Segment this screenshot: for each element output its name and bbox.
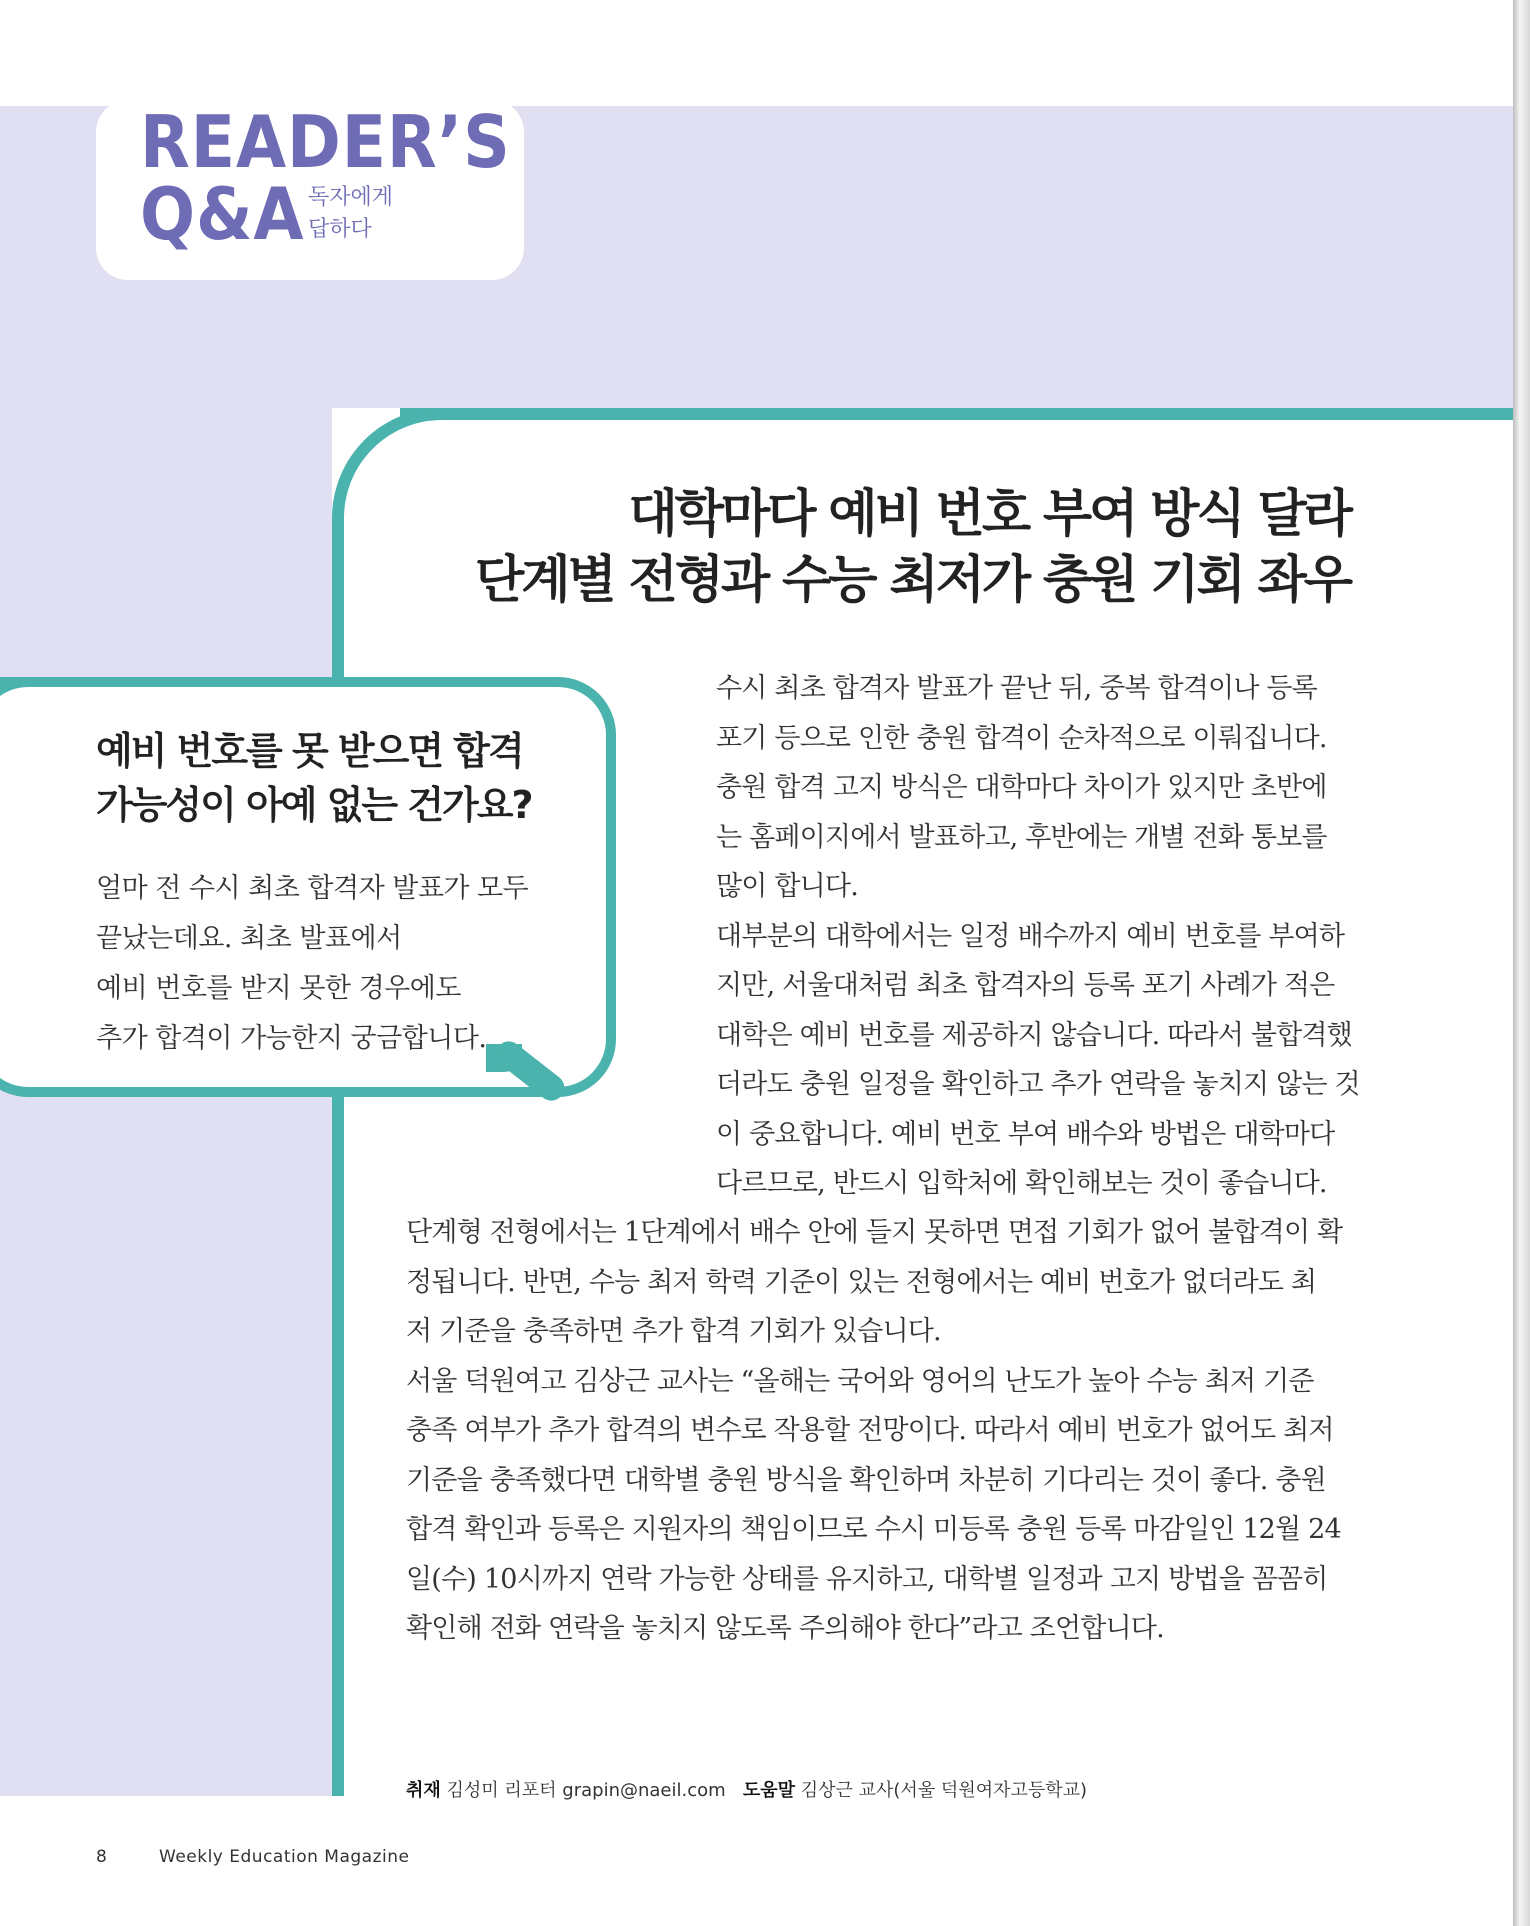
answer-line: 더라도 충원 일정을 확인하고 추가 연락을 놓치지 않는 것 [716, 1069, 1360, 1100]
question-line: 끝났는데요. 최초 발표에서 [96, 923, 402, 954]
brand-subtitle-line1: 독자에게 [308, 185, 394, 210]
page-number: 8 [96, 1847, 107, 1867]
answer-line: 포기 등으로 인한 충원 합격이 순차적으로 이뤄집니다. [716, 722, 1327, 754]
article-credits [406, 1776, 1087, 1802]
body-line: 합격 확인과 등록은 지원자의 책임이므로 수시 미등록 충원 등록 마감일인 12월 24 [406, 1514, 1341, 1545]
answer-line: 는 홈페이지에서 발표하고, 후반에는 개별 전화 통보를 [716, 821, 1327, 853]
question-title-line1: 예비 번호를 못 받으면 합격 [96, 729, 523, 773]
answer-line: 대학은 예비 번호를 제공하지 않습니다. 따라서 불합격했 [716, 1019, 1352, 1051]
body-line: 단계형 전형에서는 1단계에서 배수 안에 들지 못하면 면접 기회가 없어 불합격이 확 [406, 1217, 1343, 1248]
left-panel [0, 408, 332, 1796]
question-line: 예비 번호를 받지 못한 경우에도 [96, 973, 461, 1004]
helper-label: 도움말 [742, 1780, 796, 1801]
question-line: 추가 합격이 가능한지 궁금합니다. [96, 1023, 487, 1054]
body-line: 충족 여부가 추가 합격의 변수로 작용할 전망이다. 따라서 예비 번호가 없어도 최저 [406, 1415, 1334, 1446]
body-line: 서울 덕원여고 김상근 교사는 “올해는 국어와 영어의 난도가 높아 수능 최저 기준 [406, 1365, 1314, 1397]
answer-column [716, 664, 1360, 1209]
body-line: 저 기준을 충족하면 추가 합격 기회가 있습니다. [406, 1316, 941, 1347]
answer-line: 대부분의 대학에서는 일정 배수까지 예비 번호를 부여하 [716, 920, 1345, 952]
question-title [96, 724, 532, 832]
helper-info: 김상근 교사(서울 덕원여자고등학교) [800, 1780, 1088, 1801]
answer-line: 많이 합니다. [716, 871, 858, 902]
answer-line: 지만, 서울대처럼 최초 합격자의 등록 포기 사례가 적은 [716, 970, 1335, 1001]
teal-top-line [400, 408, 1513, 420]
question-line: 얼마 전 수시 최초 합격자 발표가 모두 [96, 873, 529, 904]
answer-line: 다르므로, 반드시 입학처에 확인해보는 것이 좋습니다. [716, 1168, 1327, 1199]
page-edge [1513, 0, 1530, 1926]
headline-line2: 단계별 전형과 수능 최저가 충원 기회 좌우 [474, 551, 1350, 610]
section-logo [96, 100, 524, 280]
body-wide-column [406, 1208, 1342, 1654]
answer-line: 수시 최초 합격자 발표가 끝난 뒤, 중복 합격이나 등록 [716, 673, 1317, 704]
teal-corner [332, 408, 452, 528]
body-line: 확인해 전화 연락을 놓치지 않도록 주의해야 한다”라고 조언합니다. [406, 1613, 1164, 1644]
brand-subtitle-line2: 답하다 [308, 217, 372, 242]
article-headline [450, 482, 1350, 614]
headline-line1: 대학마다 예비 번호 부여 방식 달라 [628, 485, 1350, 544]
body-line: 정됩니다. 반면, 수능 최저 학력 기준이 있는 전형에서는 예비 번호가 없더라도 최 [406, 1266, 1317, 1298]
body-line: 기준을 충족했다면 대학별 충원 방식을 확인하며 차분히 기다리는 것이 좋다. 충원 [406, 1464, 1326, 1496]
brand-title-line1: READER’S [140, 100, 511, 184]
brand-title-line2: Q&A [140, 172, 305, 256]
reporter-label: 취재 [406, 1780, 441, 1801]
body-line: 일(수) 10시까지 연락 가능한 상태를 유지하고, 대학별 일정과 고지 방법을 꼼꼼히 [406, 1563, 1328, 1595]
reporter-info: 김성미 리포터 grapin@naeil.com [446, 1780, 726, 1801]
question-text [96, 864, 528, 1064]
answer-line: 이 중요합니다. 예비 번호 부여 배수와 방법은 대학마다 [716, 1118, 1335, 1150]
answer-line: 충원 합격 고지 방식은 대학마다 차이가 있지만 초반에 [716, 772, 1327, 803]
question-title-line2: 가능성이 아예 없는 건가요? [96, 783, 532, 827]
magazine-name: Weekly Education Magazine [159, 1847, 410, 1867]
